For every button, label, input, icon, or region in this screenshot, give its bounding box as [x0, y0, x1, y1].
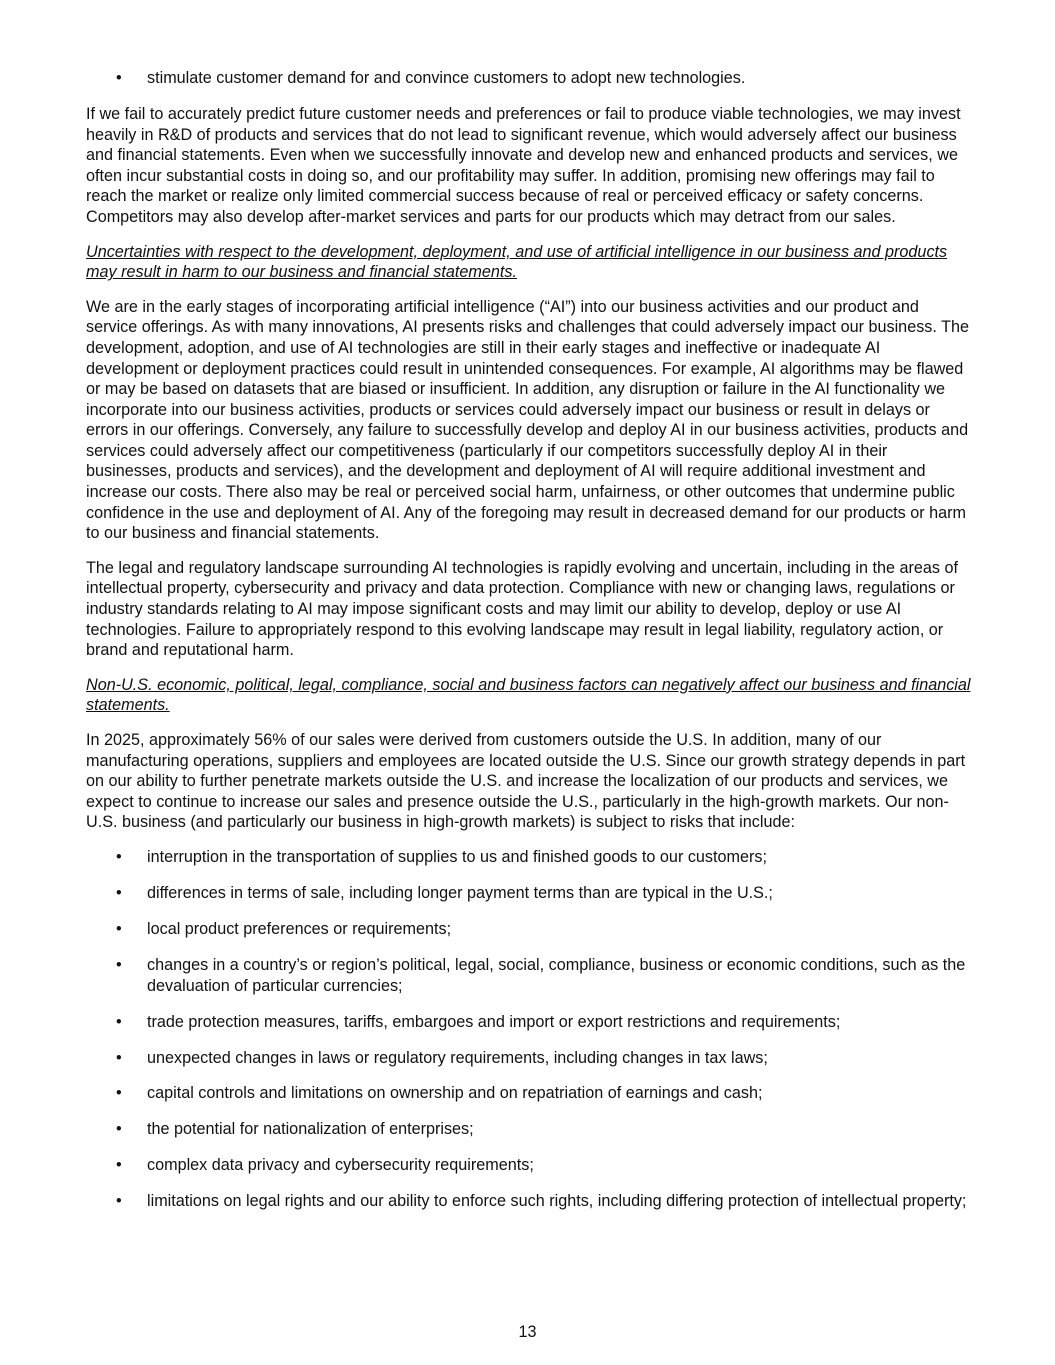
- paragraph: If we fail to accurately predict future customer needs and preferences or fail to produce viable technologies, we may invest heavily in R&D of products and services that do not lead to significant revenue, which would adversely affect our business and financial statements. Even when we successfully innovate and develop new and enhanced products and services, we often incur substantial costs in doing so, and our profitability may suffer. In addition, promising new offerings may fail to reach the market or realize only limited commercial success because of real or perceived efficacy or safety concerns. Competitors may also develop after-market services and parts for our products which may detract from our sales.: [86, 104, 961, 226]
- bullet-marker: •: [116, 955, 122, 974]
- bullet-marker: •: [116, 1084, 122, 1103]
- paragraph: The legal and regulatory landscape surrounding AI technologies is rapidly evolving and uncertain, including in the areas of intellectual property, cybersecurity and privacy and data protection. Compliance with new or changing laws, regulations or industry standards relating to AI may impose significant costs and may limit our ability to develop, deploy or use AI technologies. Failure to appropriately respond to this evolving landscape may result in legal liability, regulatory action, or brand and reputational harm.: [86, 558, 958, 660]
- paragraph: In 2025, approximately 56% of our sales were derived from customers outside the U.S. In addition, many of our manufacturing operations, suppliers and employees are located outside the U.S. Since our growth strategy depends in part on our ability to further penetrate markets outside the U.S. and increase the localization of our products and services, we expect to continue to increase our sales and presence outside the U.S., particularly in the high-growth markets. Our non-U.S. business (and particularly our business in high-growth markets) is subject to risks that include:: [86, 731, 966, 832]
- bullet-marker: •: [116, 1120, 122, 1139]
- bullet-marker: •: [116, 1012, 122, 1031]
- bullet-marker: •: [116, 883, 122, 902]
- list-item: [86, 1048, 972, 1069]
- bullet-text: interruption in the transportation of supplies to us and finished goods to our customers;: [147, 847, 767, 866]
- list-item: [86, 883, 972, 904]
- bullet-text: complex data privacy and cybersecurity requirements;: [147, 1156, 534, 1175]
- bullet-text: differences in terms of sale, including longer payment terms than are typical in the U.S.;: [147, 883, 773, 902]
- paragraph: We are in the early stages of incorporating artificial intelligence (“AI”) into our business activities and our product and service offerings. As with many innovations, AI presents risks and challenges that could adversely impact our business. The development, adoption, and use of AI technologies are still in their early stages and ineffective or inadequate AI development or deployment practices could result in unintended consequences. For example, AI algorithms may be flawed or may be based on datasets that are biased or insufficient. In addition, any disruption or failure in the AI functionality we incorporate into our business activities, products or services could adversely impact our business or result in delays or errors in our offerings. Conversely, any failure to successfully develop and deploy AI in our business activities, products and services could adversely affect our competitiveness (particularly if our competitors successfully deploy AI in their businesses, products and services), and the development and deployment of AI will require additional investment and increase our costs. There also may be real or perceived social harm, unfairness, or other outcomes that undermine public confidence in the use and deployment of AI. Any of the foregoing may result in decreased demand for our products or harm to our business and financial statements.: [86, 297, 969, 543]
- bullet-marker: •: [116, 69, 122, 87]
- bullet-marker: •: [116, 919, 122, 938]
- bullet-text: capital controls and limitations on ownership and on repatriation of earnings and cash;: [147, 1084, 763, 1103]
- page-number: 13: [518, 1323, 537, 1341]
- bullet-marker: •: [116, 1156, 122, 1175]
- list-item: [86, 955, 972, 996]
- list-item: [86, 1155, 972, 1176]
- bullet-marker: •: [116, 1192, 122, 1211]
- page-content: [86, 68, 972, 1227]
- list-item: [86, 68, 972, 89]
- bullet-text: unexpected changes in laws or regulatory requirements, including changes in tax laws;: [147, 1048, 768, 1067]
- bullet-text: stimulate customer demand for and convince customers to adopt new technologies.: [147, 69, 746, 87]
- bullet-text: local product preferences or requirements;: [147, 919, 452, 938]
- list-item: [86, 1191, 972, 1212]
- bullet-text: the potential for nationalization of enterprises;: [147, 1120, 474, 1139]
- bullet-text: trade protection measures, tariffs, embargoes and import or export restrictions and requirements;: [147, 1012, 841, 1031]
- section-heading: Uncertainties with respect to the development, deployment, and use of artificial intelligence in our business and products may result in harm to our business and financial statements.: [86, 242, 948, 282]
- list-item: [86, 919, 972, 940]
- bullet-text: changes in a country’s or region’s political, legal, social, compliance, business or economic conditions, such as the devaluation of particular currencies;: [147, 955, 966, 995]
- bullet-marker: •: [116, 1048, 122, 1067]
- risk-list: [86, 847, 972, 1212]
- list-item: [86, 1083, 972, 1104]
- bullet-marker: •: [116, 847, 122, 866]
- bullet-text: limitations on legal rights and our ability to enforce such rights, including differing protection of intellectual property;: [147, 1192, 967, 1211]
- list-item: [86, 1012, 972, 1033]
- list-item: [86, 847, 972, 868]
- section-heading: Non-U.S. economic, political, legal, compliance, social and business factors can negatively affect our business and financial statements.: [86, 675, 971, 715]
- list-item: [86, 1119, 972, 1140]
